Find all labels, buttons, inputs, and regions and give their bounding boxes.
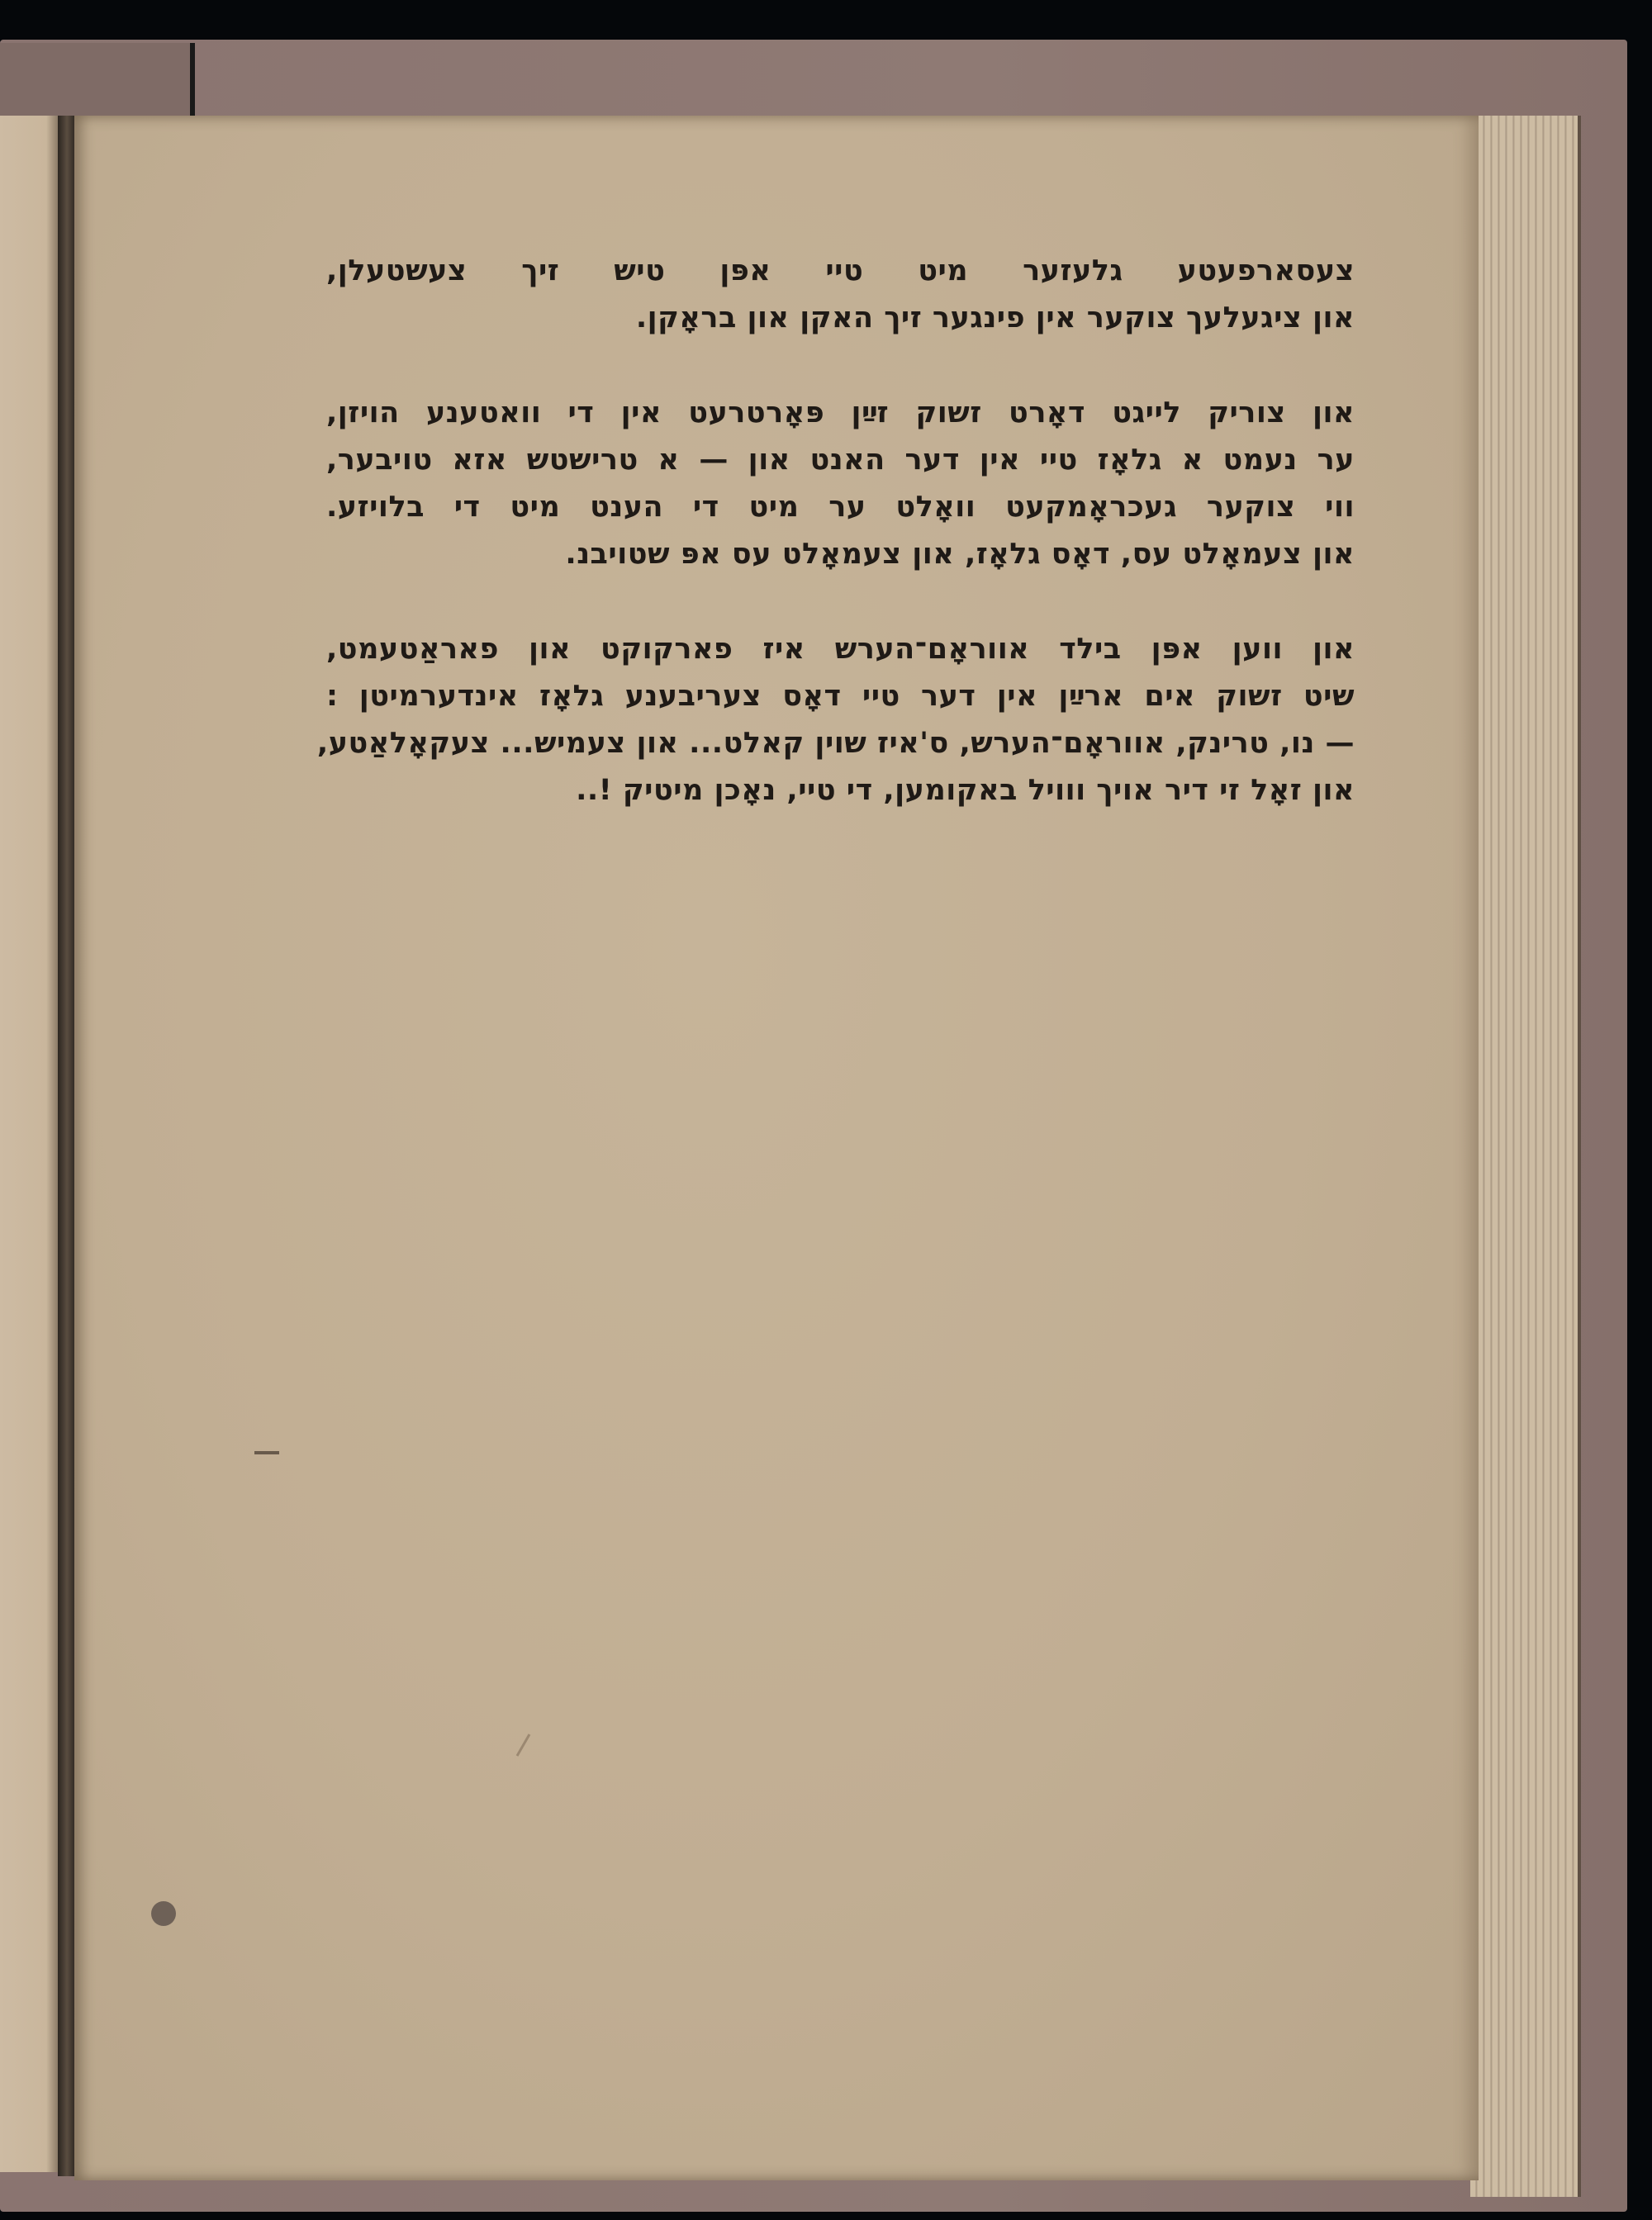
poem-line: — נו, טרינק, אווראָם־הערש, ס'איז שוין קאלט... און צעמיש... צעקאָלאַטע, [316, 727, 1355, 760]
ink-spot [151, 1901, 176, 1926]
stanza-2 [326, 390, 1355, 578]
poem-line: און ציגעלעך צוקער אין פינגער זיך האקן און בראָקן. [635, 301, 1355, 334]
stanza-1 [326, 248, 1355, 342]
poem-line: און ווען אפּן בילד אווראָם־הערש איז פארקוקט און פאראַטעמט, [326, 633, 1355, 666]
poem-line: און צעמאָלט עס, דאָס גלאָז, און צעמאָלט עס אפּ שטויבנ. [565, 538, 1355, 571]
previous-page-edge [0, 116, 58, 2172]
stanza-3 [316, 626, 1355, 814]
poem-text [316, 248, 1355, 862]
book-gutter [58, 116, 76, 2176]
cover-top-flap [0, 43, 195, 117]
poem-line: און זאָל זי דיר אויך ווויל באקומען, די טיי, נאָכן מיטיק !.. [576, 774, 1355, 807]
poem-line: און צוריק לייגט דאָרט זשוק זײַן פּאָרטרעט אין די וואטענע הויזן, [326, 396, 1355, 429]
poem-line: צעסארפעטע גלעזער מיט טיי אפּן טיש זיך צעשטעלן, [326, 254, 1355, 287]
page-edges [1470, 116, 1581, 2197]
poem-line: שיט זשוק אים ארײַן אין דער טיי דאָס צעריבענע גלאָז אינדערמיטן : [326, 680, 1355, 713]
page-blemish [254, 1451, 279, 1454]
poem-line: ער נעמט א גלאָז טיי אין דער האנט און — א טרישטש אזא טויבער, [326, 444, 1355, 477]
poem-line: ווי צוקער געכראָמקעט וואָלט ער מיט די הענט מיט די בלויזע. [326, 491, 1355, 524]
